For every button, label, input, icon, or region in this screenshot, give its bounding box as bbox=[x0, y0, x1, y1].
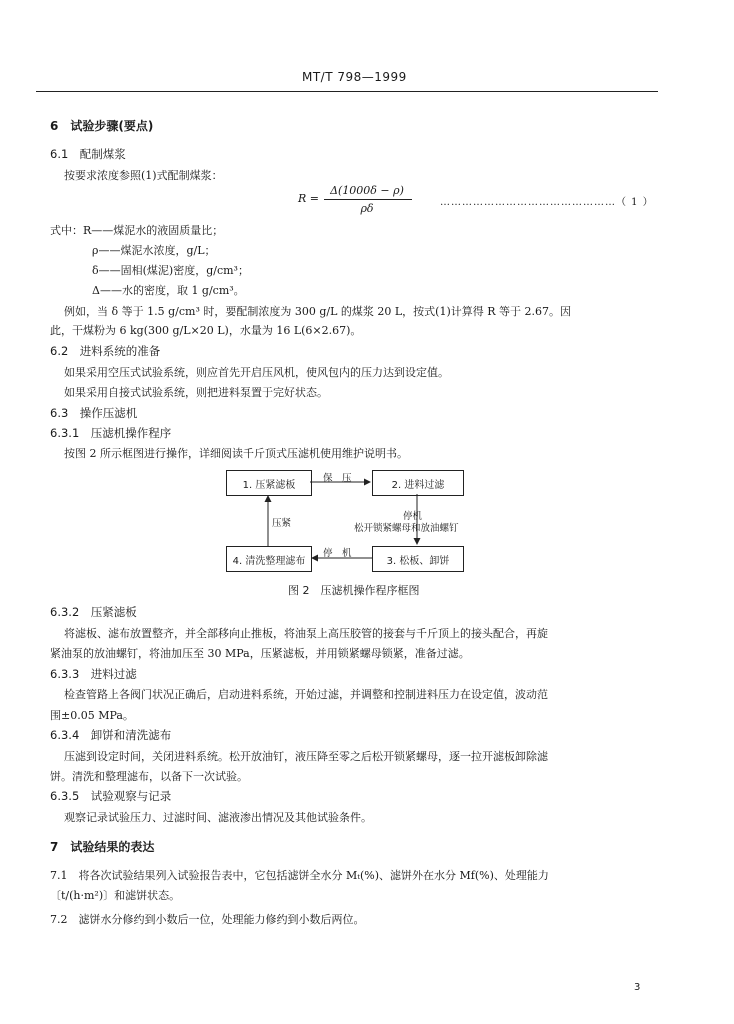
section-6-3-2-line-2: 紧油泵的放油螺钉，将油加压至 30 MPa，压紧滤板，并用锁紧螺母锁紧，准备过滤。 bbox=[50, 647, 470, 660]
flow-box-4: 4. 清洗整理滤布 bbox=[226, 546, 312, 572]
section-6-3-1-para: 按图 2 所示框图进行操作，详细阅读千斤顶式压滤机使用维护说明书。 bbox=[64, 447, 408, 460]
section-6-3-3-title: 6.3.3 进料过滤 bbox=[50, 667, 137, 681]
section-6-3-1-title: 6.3.1 压滤机操作程序 bbox=[50, 426, 172, 440]
formula-where: 式中：R——煤泥水的液固质量比； bbox=[50, 224, 224, 237]
formula-lhs: R = bbox=[298, 192, 319, 205]
section-6-3-title: 6.3 操作压滤机 bbox=[50, 406, 138, 420]
flow-label-stop: 停 机 bbox=[323, 548, 352, 559]
variable-delta-solid: δ——固相(煤泥)密度，g/cm³； bbox=[92, 264, 249, 277]
flow-label-press: 压紧 bbox=[272, 518, 292, 529]
example-line-1: 例如，当 δ 等于 1.5 g/cm³ 时，要配制浓度为 300 g/L 的煤浆 20 L，按式(1)计算得 R 等于 2.67。因 bbox=[64, 305, 572, 318]
flow-label-hold-pressure: 保 压 bbox=[323, 473, 352, 484]
section-7-2-para: 7.2 滤饼水分修约到小数后一位，处理能力修约到小数后两位。 bbox=[50, 913, 365, 926]
section-6-1-intro: 按要求浓度参照(1)式配制煤浆： bbox=[64, 169, 223, 182]
section-7-1-line-1: 7.1 将各次试验结果列入试验报告表中，它包括滤饼全水分 Mₜ(%)、滤饼外在水分 Mf(%)、处理能力 bbox=[50, 869, 549, 882]
formula-denominator: ρδ bbox=[360, 202, 374, 215]
section-6-2-para-2: 如果采用自接式试验系统，则把进料泵置于完好状态。 bbox=[64, 386, 328, 399]
section-7-title: 7 试验结果的表达 bbox=[50, 840, 155, 854]
flow-label-release: 松开锁紧螺母和放油螺钉 bbox=[354, 523, 459, 534]
section-6-3-3-line-2: 围±0.05 MPa。 bbox=[50, 709, 134, 722]
section-6-3-5-title: 6.3.5 试验观察与记录 bbox=[50, 789, 172, 803]
figure-caption: 图 2 压滤机操作程序框图 bbox=[288, 584, 420, 597]
variable-delta-water: Δ——水的密度，取 1 g/cm³。 bbox=[92, 284, 245, 297]
section-6-3-2-title: 6.3.2 压紧滤板 bbox=[50, 605, 137, 619]
standard-code: MT/T 798—1999 bbox=[302, 70, 407, 84]
flow-box-1: 1. 压紧滤板 bbox=[226, 470, 312, 496]
flow-label-stop-machine: 停机 bbox=[403, 511, 423, 522]
section-7-1-line-2: 〔t/(h·m²)〕和滤饼状态。 bbox=[50, 889, 181, 902]
example-line-2: 此，干煤粉为 6 kg(300 g/L×20 L)，水量为 16 L(6×2.67)。 bbox=[50, 324, 362, 337]
section-6-3-2-line-1: 将滤板、滤布放置整齐，并全部移向止推板，将油泵上高压胶管的接套与千斤顶上的接头配合，再旋 bbox=[64, 627, 548, 640]
section-6-2-title: 6.2 进料系统的准备 bbox=[50, 344, 161, 358]
section-6-3-4-line-2: 饼。清洗和整理滤布，以备下一次试验。 bbox=[50, 770, 248, 783]
section-6-3-4-line-1: 压滤到设定时间，关闭进料系统。松开放油钉，液压降至零之后松开锁紧螺母，逐一拉开滤板卸除滤 bbox=[64, 750, 548, 763]
section-6-title: 6 试验步骤(要点) bbox=[50, 119, 154, 133]
formula-tag: …………………………………………（ 1 ） bbox=[440, 197, 654, 208]
page-number: 3 bbox=[634, 982, 641, 993]
section-6-1-title: 6.1 配制煤浆 bbox=[50, 147, 126, 161]
flow-box-2: 2. 进料过滤 bbox=[372, 470, 464, 496]
formula-numerator: Δ(1000δ − ρ) bbox=[330, 184, 404, 197]
section-6-3-3-line-1: 检查管路上各阀门状况正确后，启动进料系统，开始过滤，并调整和控制进料压力在设定值，波动范 bbox=[64, 688, 548, 701]
section-6-3-4-title: 6.3.4 卸饼和清洗滤布 bbox=[50, 728, 172, 742]
flow-box-3: 3. 松板、卸饼 bbox=[372, 546, 464, 572]
variable-rho: ρ——煤泥水浓度，g/L； bbox=[92, 244, 216, 257]
section-6-2-para-1: 如果采用空压式试验系统，则应首先开启压风机，使风包内的压力达到设定值。 bbox=[64, 366, 449, 379]
section-6-3-5-para: 观察记录试验压力、过滤时间、滤液渗出情况及其他试验条件。 bbox=[64, 811, 372, 824]
